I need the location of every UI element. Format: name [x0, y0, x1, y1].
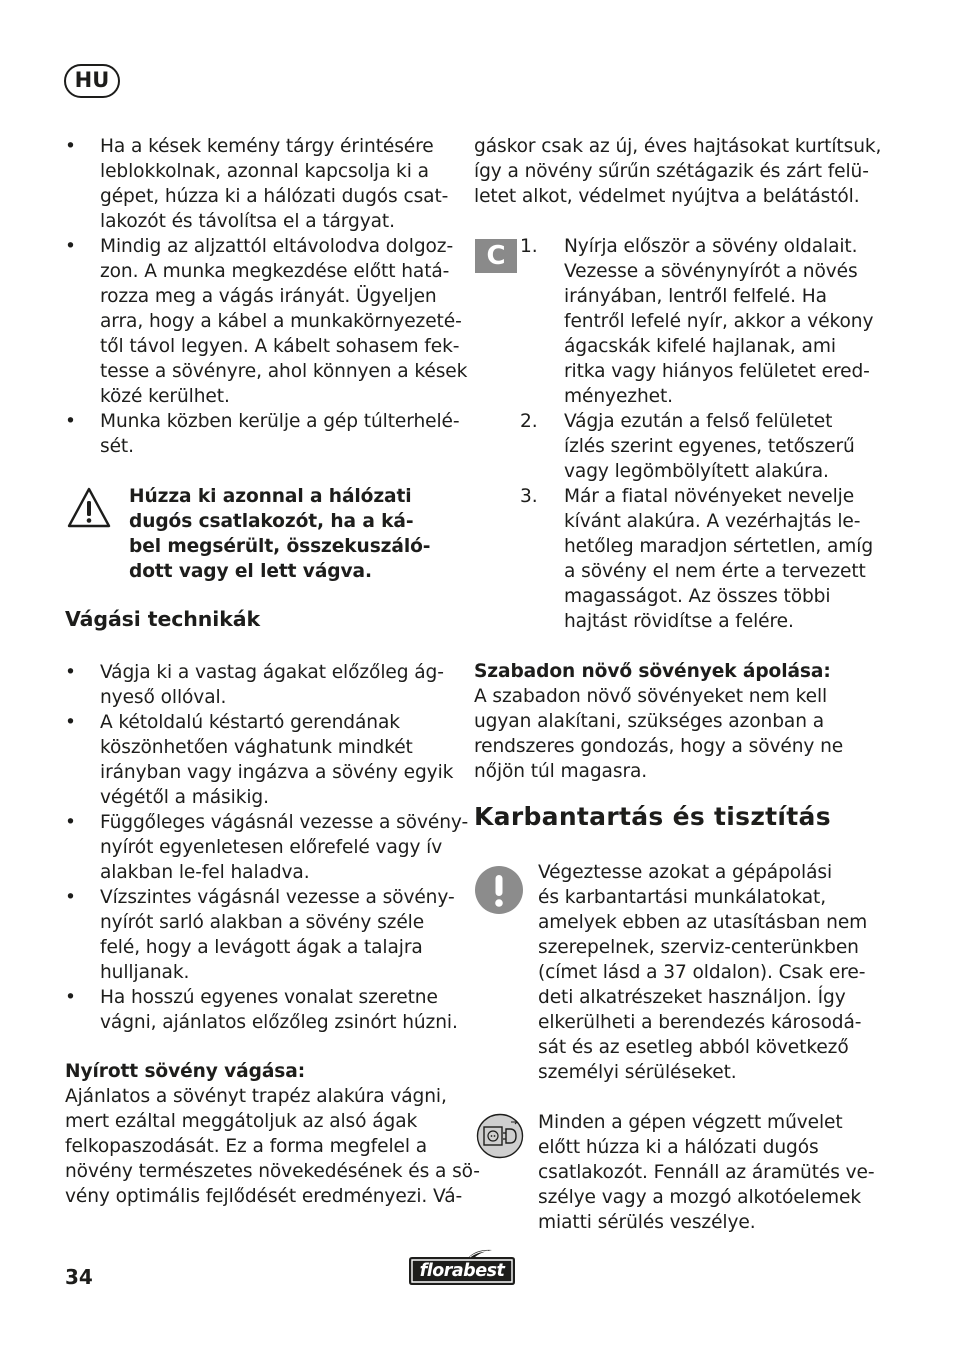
- step-line: ritka vagy hiányos felületet ered-: [564, 361, 870, 382]
- bullet-item: [65, 660, 468, 710]
- text-line: amelyek ebben az utasításban nem: [538, 912, 868, 933]
- step-line: ízlés szerint egyenes, tetőszerű: [564, 436, 855, 457]
- warning-line: bel megsérült, összekuszáló-: [129, 536, 431, 557]
- free-hedges-text: [474, 684, 843, 784]
- bullet-dot: •: [65, 136, 76, 157]
- text-line: és karbantartási munkálatokat,: [538, 887, 827, 908]
- bullet-line: leblokkolnak, azonnal kapcsolja ki a: [100, 161, 429, 182]
- bullet-line: Ha a kések kemény tárgy érintésére: [100, 136, 434, 157]
- text-line: miatti sérülés veszélye.: [538, 1212, 756, 1233]
- bullet-line: tesse a sövényre, ahol könnyen a kések: [100, 361, 468, 382]
- bullet-dot: •: [65, 812, 76, 833]
- bullet-list-safety: [65, 134, 467, 459]
- text-line: Végeztesse azokat a gépápolási: [538, 862, 833, 883]
- bullet-line: nyírót sarló alakban a sövény széle: [100, 912, 425, 933]
- step-item: [474, 234, 873, 409]
- step-line: Nyírja először a sövény oldalait.: [564, 236, 858, 257]
- bullet-line: nyírót egyenletesen előrefelé vagy ív: [100, 837, 443, 858]
- step-line: magasságot. Az összes többi: [564, 586, 831, 607]
- step-item: [474, 484, 873, 634]
- bullet-line: gépet, húzza ki a hálózati dugós csat-: [100, 186, 449, 207]
- text-line: gáskor csak az új, éves hajtásokat kurtítsuk,: [474, 136, 882, 157]
- heading-maintenance: Karbantartás és tisztítás: [474, 802, 831, 831]
- text-line: így a növény sűrűn szétágazik és zárt felü-: [474, 161, 869, 182]
- text-line: letet alkot, védelmet nyújtva a belátástól.: [474, 186, 860, 207]
- bullet-line: közé kerülhet.: [100, 386, 230, 407]
- figure-c-badge: C: [475, 239, 517, 273]
- bullet-line: Munka közben kerülje a gép túlterhelé-: [100, 411, 460, 432]
- step-line: irányában, lentről felfelé. Ha: [564, 286, 827, 307]
- text-line: elkerülheti a berendezés károsodá-: [538, 1012, 862, 1033]
- text-line: sát és az esetleg abból következő: [538, 1037, 849, 1058]
- maintenance-text: [538, 860, 867, 1085]
- step-line: ágacskák kifelé hajlanak, ami: [564, 336, 836, 357]
- bullet-line: Függőleges vágásnál vezesse a sövény-: [100, 812, 469, 833]
- text-line: felkopaszodását. Ez a forma megfelel a: [65, 1136, 428, 1157]
- exclamation-icon: [475, 866, 523, 914]
- bullet-dot: •: [65, 662, 76, 683]
- bullet-item: [65, 885, 468, 985]
- florabest-logo: florabest: [406, 1248, 518, 1288]
- heading-free-hedges: Szabadon növő sövények ápolása:: [474, 661, 831, 682]
- text-line: vény optimális fejlődését eredményezi. Vá-: [65, 1186, 463, 1207]
- step-line: vagy legömbölyített alakúra.: [564, 461, 829, 482]
- step-line: ményezhet.: [564, 386, 673, 407]
- bullet-dot: •: [65, 236, 76, 257]
- bullet-line: Vágja ki a vastag ágakat előzőleg ág-: [100, 662, 444, 683]
- step-line: hetőleg maradjon sértetlen, amíg: [564, 536, 874, 557]
- text-line: növény természetes növekedésének és a sö-: [65, 1161, 480, 1182]
- warning-line: Húzza ki azonnal a hálózati: [129, 486, 412, 507]
- bullet-line: felé, hogy a levágott ágak a talajra: [100, 937, 423, 958]
- step-line: kívánt alakúra. A vezérhajtás le-: [564, 511, 861, 532]
- step-line: fentről lefelé nyír, akkor a vékony: [564, 311, 874, 332]
- text-line: (címet lásd a 37 oldalon). Csak ere-: [538, 962, 866, 983]
- bullet-line: végétől a másikig.: [100, 787, 269, 808]
- text-line: csatlakozót. Fennáll az áramütés ve-: [538, 1162, 875, 1183]
- warning-line: dugós csatlakozót, ha a ká-: [129, 511, 414, 532]
- continued-text: [474, 134, 881, 209]
- bullet-line: Vízszintes vágásnál vezesse a sövény-: [100, 887, 455, 908]
- bullet-dot: •: [65, 411, 76, 432]
- step-line: a sövény el nem érte a tervezett: [564, 561, 866, 582]
- heading-cutting-techniques: Vágási technikák: [65, 607, 261, 631]
- heading-trimmed-hedge: Nyírott sövény vágása:: [65, 1061, 306, 1082]
- step-line: Vezesse a sövénynyírót a növés: [564, 261, 858, 282]
- warning-icon: [66, 486, 112, 530]
- bullet-line: rozza meg a vágás irányát. Ügyeljen: [100, 286, 437, 307]
- bullet-line: től távol legyen. A kábelt sohasem fek-: [100, 336, 460, 357]
- page-number: 34: [65, 1265, 93, 1289]
- bullet-line: irányban vagy ingázva a sövény egyik: [100, 762, 454, 783]
- text-line: mert ezáltal meggátoljuk az alsó ágak: [65, 1111, 418, 1132]
- bullet-line: alakban le-fel haladva.: [100, 862, 310, 883]
- bullet-item: [65, 409, 467, 459]
- bullet-item: [65, 985, 468, 1035]
- step-number: 2.: [520, 411, 538, 432]
- bullet-line: hulljanak.: [100, 962, 190, 983]
- bullet-item: [65, 134, 467, 234]
- text-line: Minden a gépen végzett művelet: [538, 1112, 843, 1133]
- text-line: szerepelnek, szerviz-centerünkben: [538, 937, 859, 958]
- bullet-line: arra, hogy a kábel a munkakörnyezeté-: [100, 311, 462, 332]
- bullet-line: zon. A munka megkezdése előtt hatá-: [100, 261, 450, 282]
- step-item: [474, 409, 873, 484]
- bullet-dot: •: [65, 712, 76, 733]
- trimmed-hedge-text: [65, 1084, 480, 1209]
- bullet-line: vágni, ajánlatos előzőleg zsinórt húzni.: [100, 1012, 458, 1033]
- bullet-item: [65, 710, 468, 810]
- text-line: deti alkatrészeket használjon. Így: [538, 987, 846, 1008]
- unplug-text: [538, 1110, 874, 1235]
- step-number: 1.: [520, 236, 538, 257]
- bullet-line: köszönhetően vághatunk mindkét: [100, 737, 413, 758]
- language-badge: HU: [64, 64, 120, 98]
- step-line: Vágja ezután a felső felületet: [564, 411, 833, 432]
- text-line: nőjön túl magasra.: [474, 761, 648, 782]
- warning-line: dott vagy el lett vágva.: [129, 561, 372, 582]
- bullet-dot: •: [65, 987, 76, 1008]
- step-number: 3.: [520, 486, 538, 507]
- bullet-item: [65, 810, 468, 885]
- text-line: ugyan alakítani, szükséges azonban a: [474, 711, 824, 732]
- bullet-line: A kétoldalú késtartó gerendának: [100, 712, 400, 733]
- text-line: rendszeres gondozás, hogy a sövény ne: [474, 736, 844, 757]
- bullet-line: nyeső ollóval.: [100, 687, 227, 708]
- step-line: Már a fiatal növényeket nevelje: [564, 486, 855, 507]
- step-line: hajtást rövidítse a felére.: [564, 611, 794, 632]
- unplug-icon: [476, 1113, 524, 1159]
- text-line: Ajánlatos a sövényt trapéz alakúra vágni,: [65, 1086, 447, 1107]
- bullet-item: [65, 234, 467, 409]
- bullet-dot: •: [65, 887, 76, 908]
- bullet-line: lakozót és távolítsa el a tárgyat.: [100, 211, 395, 232]
- text-line: szélye vagy a mozgó alkotóelemek: [538, 1187, 862, 1208]
- warning-text: [129, 484, 430, 584]
- numbered-steps: [474, 234, 873, 634]
- text-line: előtt húzza ki a hálózati dugós: [538, 1137, 819, 1158]
- text-line: A szabadon növő sövényeket nem kell: [474, 686, 828, 707]
- bullet-list-cutting: [65, 660, 468, 1035]
- text-line: személyi sérüléseket.: [538, 1062, 737, 1083]
- bullet-line: sét.: [100, 436, 134, 457]
- bullet-line: Ha hosszú egyenes vonalat szeretne: [100, 987, 438, 1008]
- bullet-line: Mindig az aljzattól eltávolodva dolgoz-: [100, 236, 454, 257]
